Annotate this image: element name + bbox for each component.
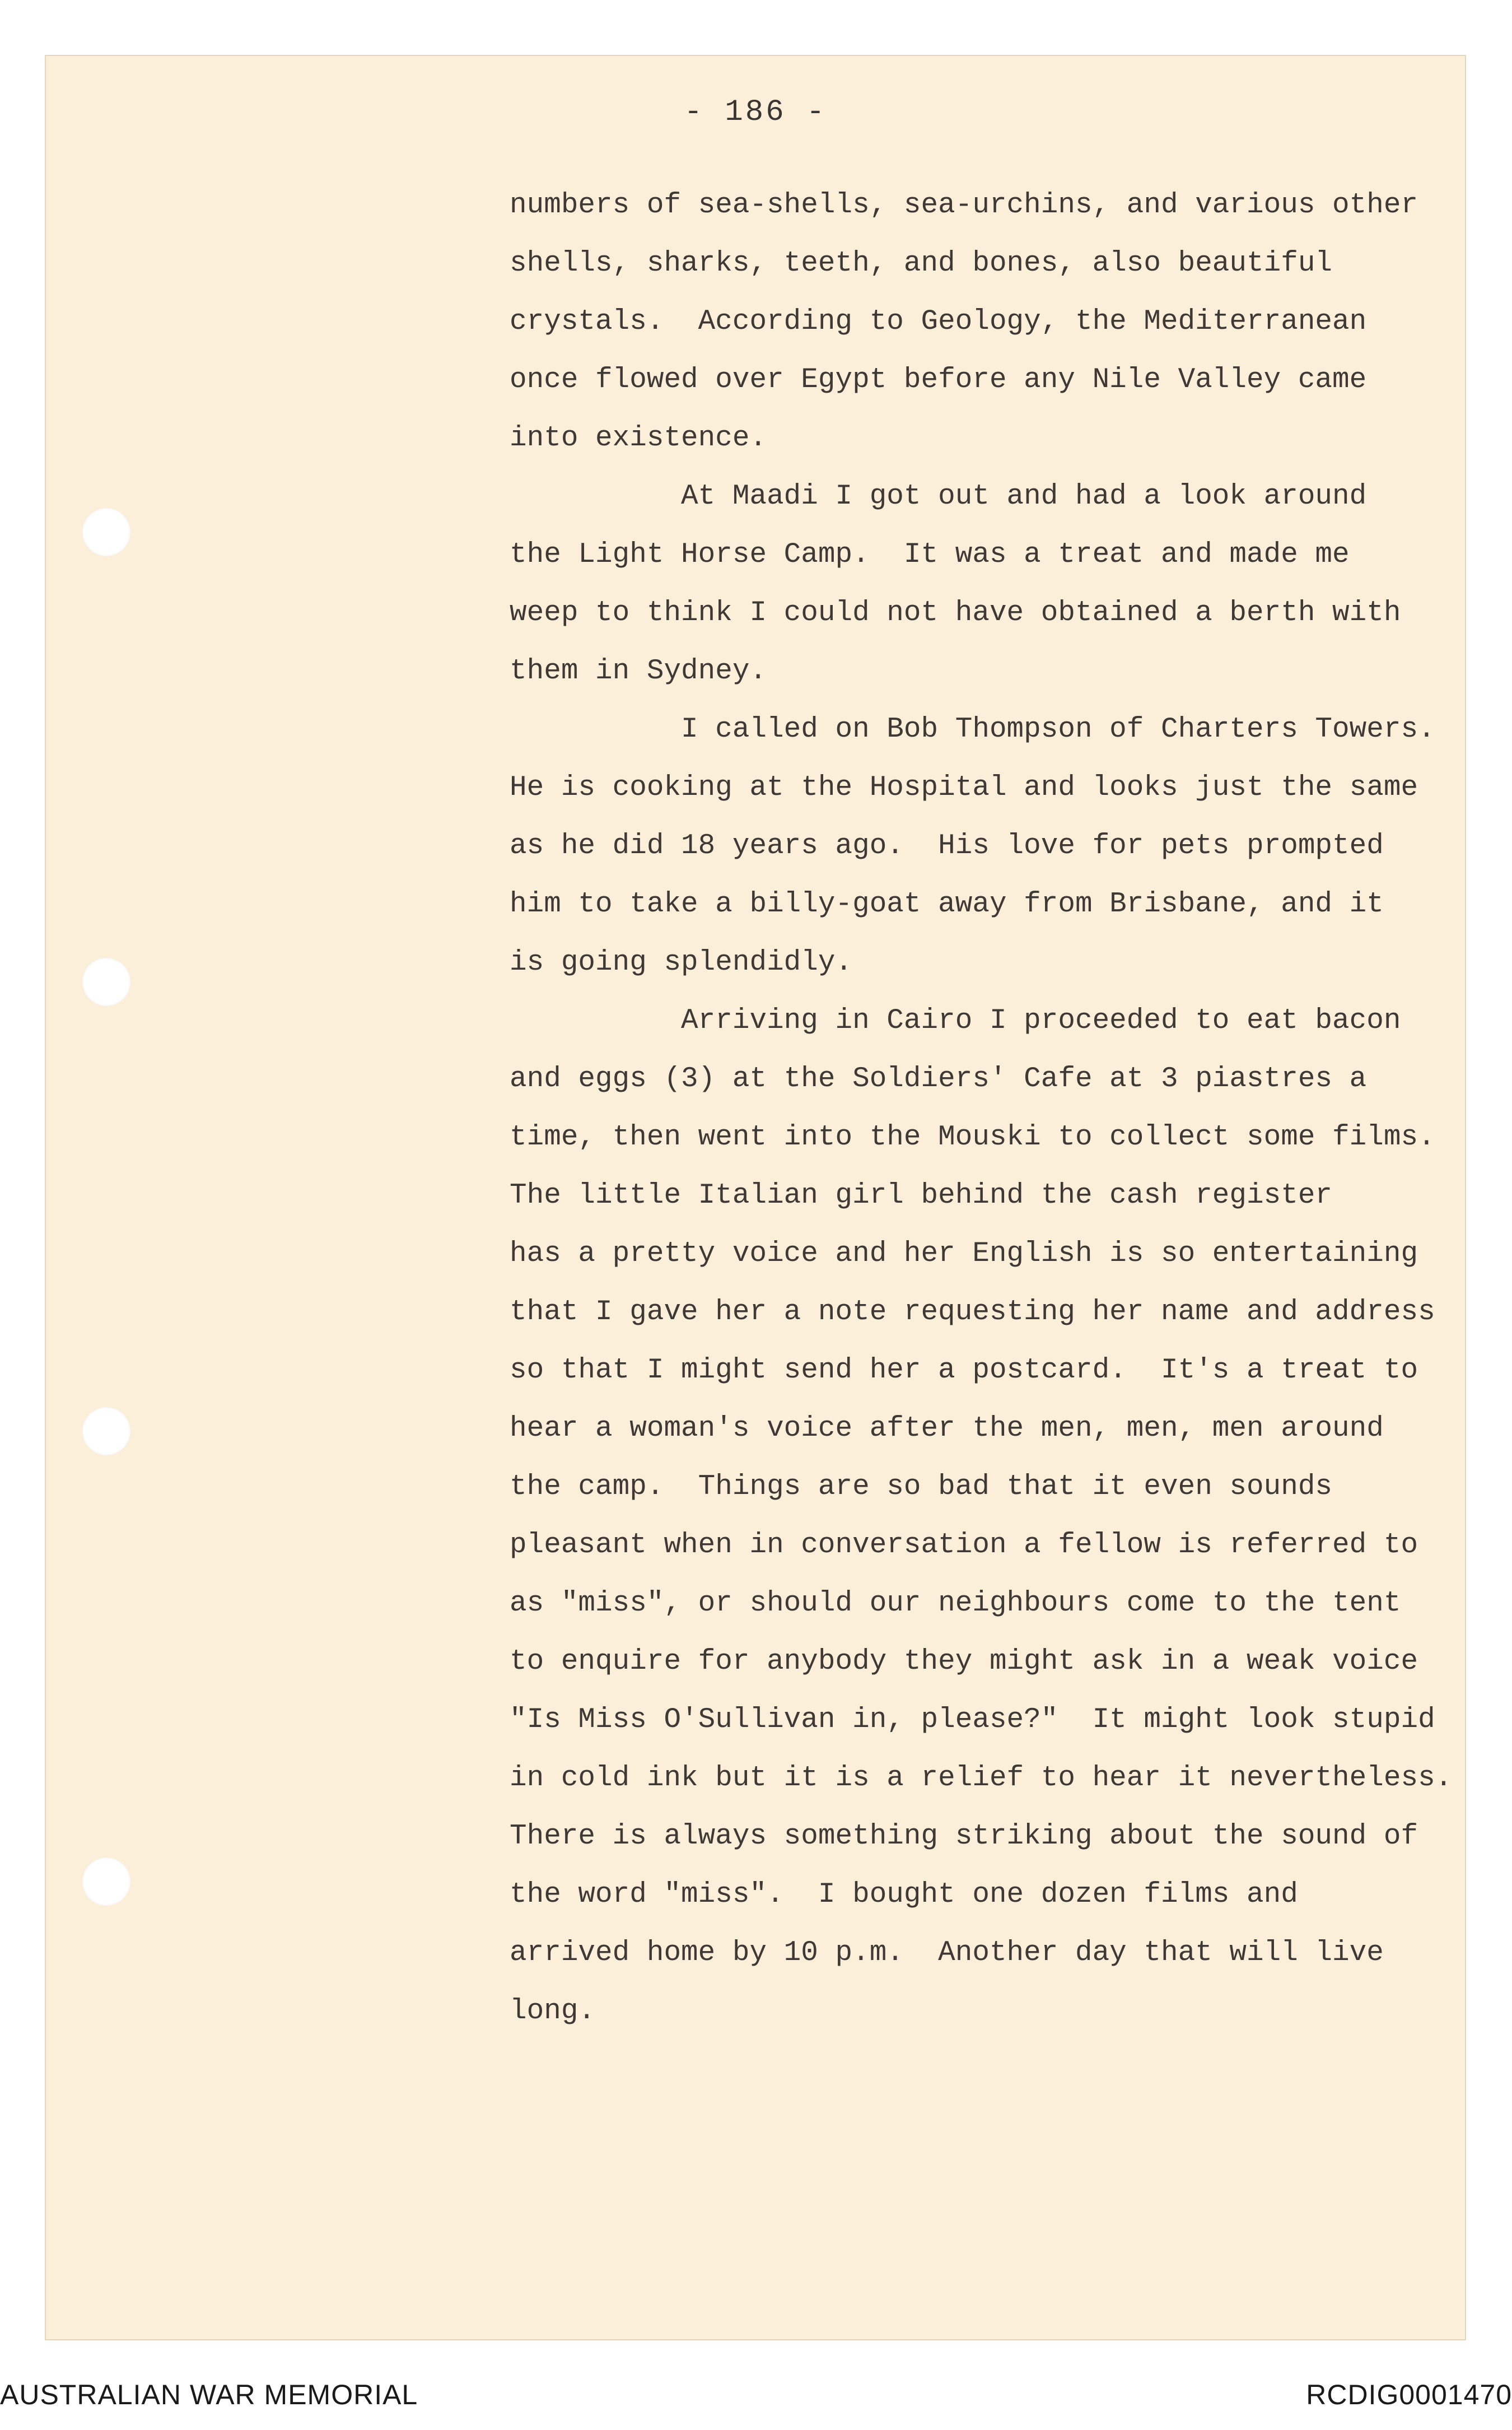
text-line: At Maadi I got out and had a look around: [510, 481, 1367, 513]
text-line: as "miss", or should our neighbours come to the tent: [510, 1588, 1401, 1619]
text-line: to enquire for anybody they might ask in a weak voice: [510, 1646, 1418, 1678]
text-line: that I gave her a note requesting her name and address: [510, 1296, 1435, 1328]
text-line: is going splendidly.: [510, 947, 853, 979]
text-line: as he did 18 years ago. His love for pets prompted: [510, 830, 1384, 862]
text-line: shells, sharks, teeth, and bones, also beautiful: [510, 248, 1333, 280]
text-line: the word "miss". I bought one dozen films and: [510, 1879, 1298, 1911]
text-line: in cold ink but it is a relief to hear it nevertheless.: [510, 1762, 1453, 1794]
text-line: crystals. According to Geology, the Mediterranean: [510, 306, 1367, 338]
text-line: him to take a billy-goat away from Brisbane, and it: [510, 888, 1384, 920]
punch-hole: [82, 958, 130, 1006]
footer-institution: AUSTRALIAN WAR MEMORIAL: [0, 2379, 418, 2410]
text-line: weep to think I could not have obtained a berth with: [510, 597, 1401, 629]
text-line: Arriving in Cairo I proceeded to eat bacon: [510, 1005, 1401, 1037]
text-line: pleasant when in conversation a fellow is referred to: [510, 1529, 1418, 1561]
text-line: long.: [510, 1995, 596, 2027]
text-line: into existence.: [510, 422, 767, 454]
text-line: The little Italian girl behind the cash register: [510, 1180, 1333, 1212]
document-page: [45, 55, 1466, 2340]
text-line: arrived home by 10 p.m. Another day that will live: [510, 1937, 1384, 1969]
text-line: has a pretty voice and her English is so entertaining: [510, 1238, 1418, 1270]
text-line: and eggs (3) at the Soldiers' Cafe at 3 piastres a: [510, 1063, 1367, 1095]
text-line: There is always something striking about the sound of: [510, 1821, 1418, 1852]
footer-record-id: RCDIG0001470: [1306, 2379, 1512, 2410]
text-line: He is cooking at the Hospital and looks just the same: [510, 772, 1418, 804]
page-number: - 186 -: [684, 95, 827, 129]
text-line: I called on Bob Thompson of Charters Towers.: [510, 714, 1435, 746]
text-line: the Light Horse Camp. It was a treat and made me: [510, 539, 1350, 571]
typed-text-body: [510, 176, 1462, 2041]
text-line: "Is Miss O'Sullivan in, please?" It might look stupid: [510, 1704, 1435, 1736]
punch-hole: [82, 1858, 130, 1906]
punch-hole: [82, 1407, 130, 1455]
text-line: so that I might send her a postcard. It's a treat to: [510, 1354, 1418, 1386]
punch-hole: [82, 508, 130, 556]
text-line: numbers of sea-shells, sea-urchins, and various other: [510, 189, 1418, 221]
text-line: time, then went into the Mouski to collect some films.: [510, 1121, 1435, 1153]
text-line: them in Sydney.: [510, 655, 767, 687]
text-line: once flowed over Egypt before any Nile Valley came: [510, 364, 1367, 396]
text-line: hear a woman's voice after the men, men, men around: [510, 1413, 1384, 1445]
text-line: the camp. Things are so bad that it even sounds: [510, 1471, 1333, 1503]
